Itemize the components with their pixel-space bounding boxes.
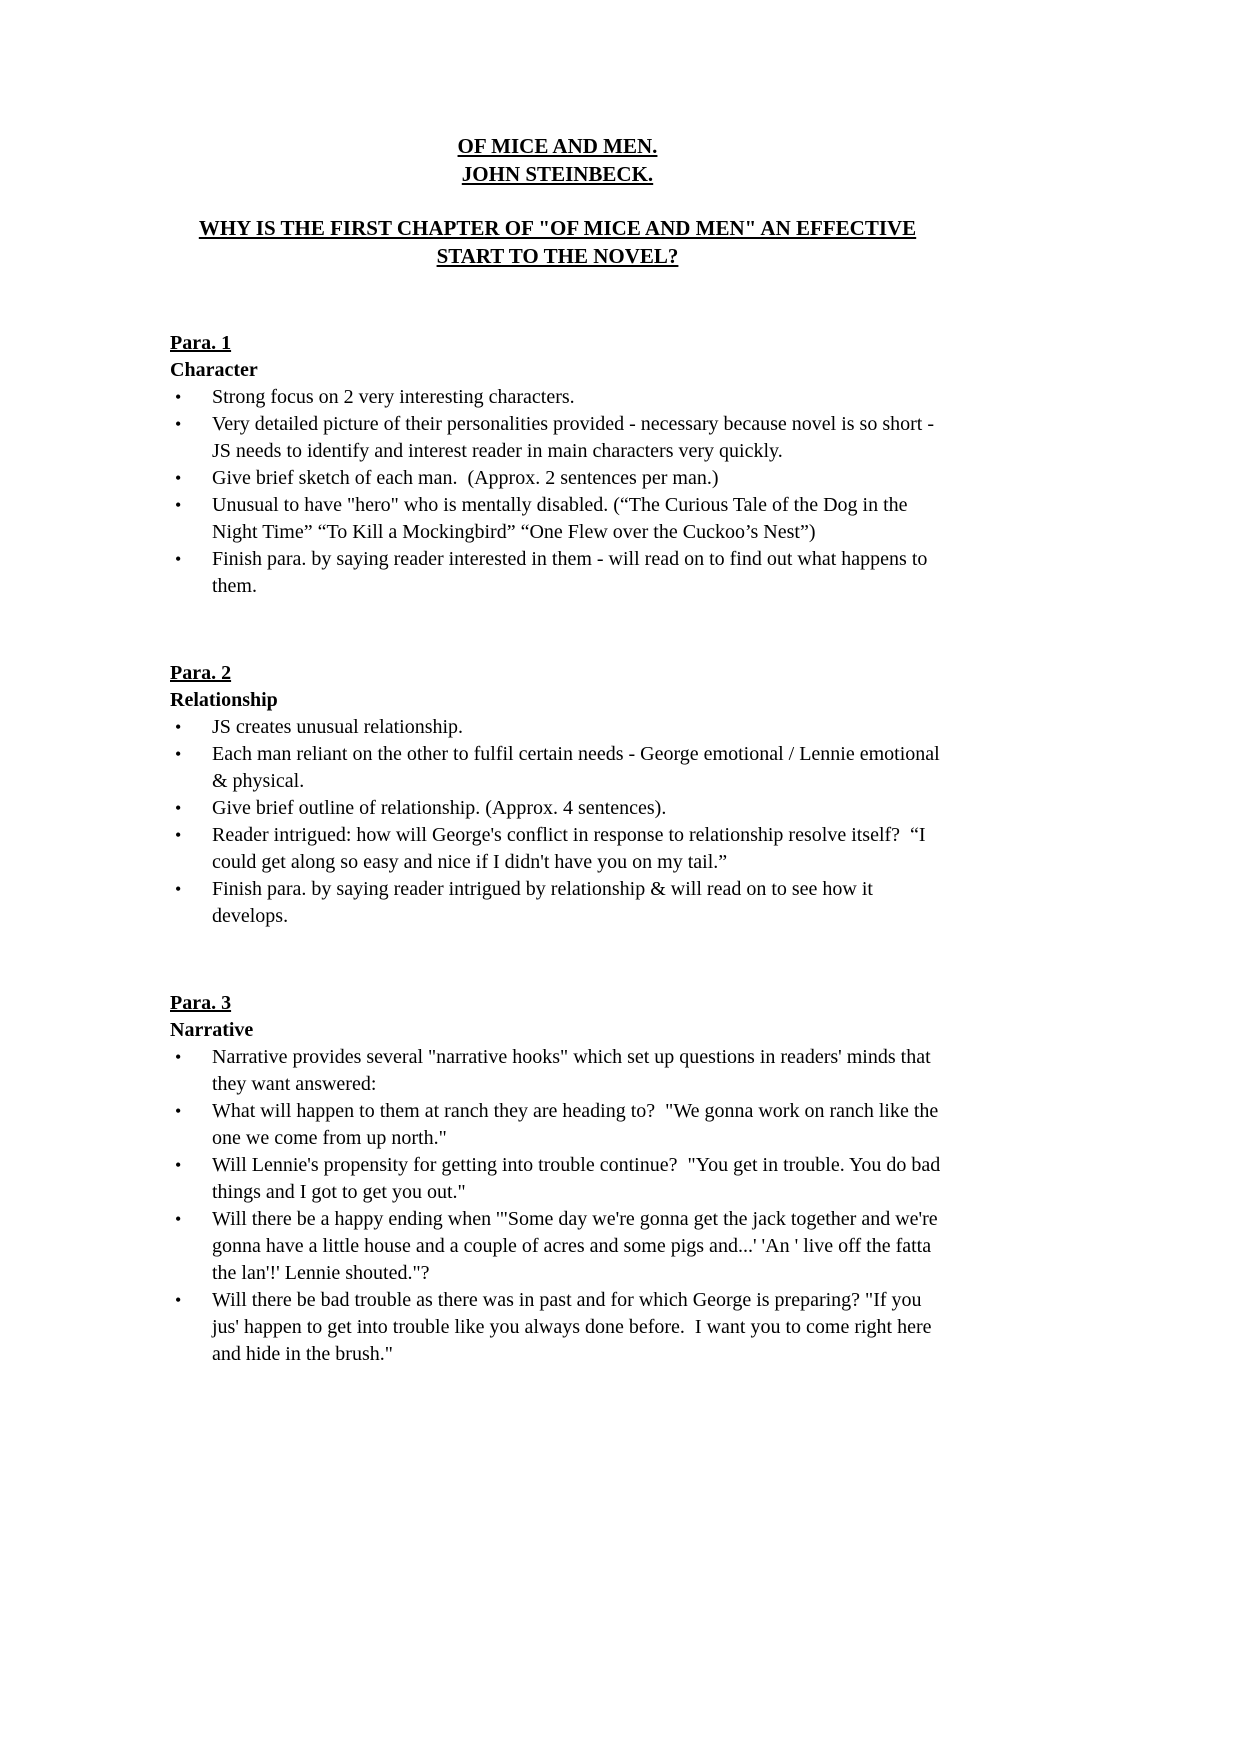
essay-question-line-2: START TO THE NOVEL? bbox=[436, 244, 679, 268]
bullet-list bbox=[170, 384, 945, 600]
section-para-2 bbox=[170, 660, 945, 930]
bullet-item: • Give brief sketch of each man. (Approx. 2 sentences per man.) bbox=[170, 465, 945, 492]
sections-container bbox=[170, 330, 945, 1368]
bullet-item: • Unusual to have "hero" who is mentally disabled. (“The Curious Tale of the Dog in the Night Time” “To Kill a Mockingbird” “One Flew over the Cuckoo’s Nest”) bbox=[170, 492, 945, 546]
bullet-item: • Very detailed picture of their personalities provided - necessary because novel is so short - JS needs to identify and interest reader in main characters very quickly. bbox=[170, 411, 945, 465]
essay-question-line-1: WHY IS THE FIRST CHAPTER OF "OF MICE AND MEN" AN EFFECTIVE bbox=[198, 216, 917, 240]
bullet-item: • Finish para. by saying reader intrigued by relationship & will read on to see how it develops. bbox=[170, 876, 945, 930]
para-heading: Para. 2 bbox=[170, 662, 232, 684]
bullet-item: • Each man reliant on the other to fulfil certain needs - George emotional / Lennie emotional & physical. bbox=[170, 741, 945, 795]
para-subheading: Relationship bbox=[170, 689, 278, 711]
bullet-item: • Will there be a happy ending when '"Some day we're gonna get the jack together and we're gonna have a little house and a couple of acres and some pigs and...' 'An ' live off the fatta the lan'!' Lennie shouted."? bbox=[170, 1206, 945, 1287]
bullet-item: • JS creates unusual relationship. bbox=[170, 714, 945, 741]
para-subheading: Narrative bbox=[170, 1019, 254, 1041]
para-heading: Para. 3 bbox=[170, 992, 232, 1014]
para-subheading: Character bbox=[170, 359, 258, 381]
section-para-3 bbox=[170, 990, 945, 1368]
bullet-item: • Reader intrigued: how will George's conflict in response to relationship resolve itself? “I could get along so easy and nice if I didn't have you on my tail.” bbox=[170, 822, 945, 876]
bullet-item: • Strong focus on 2 very interesting characters. bbox=[170, 384, 945, 411]
bullet-item: • Will Lennie's propensity for getting into trouble continue? "You get in trouble. You do bad things and I got to get you out." bbox=[170, 1152, 945, 1206]
section-para-1 bbox=[170, 330, 945, 600]
bullet-list bbox=[170, 714, 945, 930]
bullet-list bbox=[170, 1044, 945, 1368]
document-title-line-1: OF MICE AND MEN. bbox=[457, 134, 658, 158]
document-title-line-2: JOHN STEINBECK. bbox=[461, 162, 654, 186]
essay-question-block bbox=[170, 214, 945, 270]
bullet-item: • Give brief outline of relationship. (Approx. 4 sentences). bbox=[170, 795, 945, 822]
bullet-item: • Narrative provides several "narrative hooks" which set up questions in readers' minds that they want answered: bbox=[170, 1044, 945, 1098]
bullet-item: • What will happen to them at ranch they are heading to? "We gonna work on ranch like the one we come from up north." bbox=[170, 1098, 945, 1152]
bullet-item: • Finish para. by saying reader interested in them - will read on to find out what happens to them. bbox=[170, 546, 945, 600]
para-heading: Para. 1 bbox=[170, 332, 232, 354]
bullet-item: • Will there be bad trouble as there was in past and for which George is preparing? "If you jus' happen to get into trouble like you always done before. I want you to come right here and hide in the brush." bbox=[170, 1287, 945, 1368]
document-title-block bbox=[170, 132, 945, 188]
